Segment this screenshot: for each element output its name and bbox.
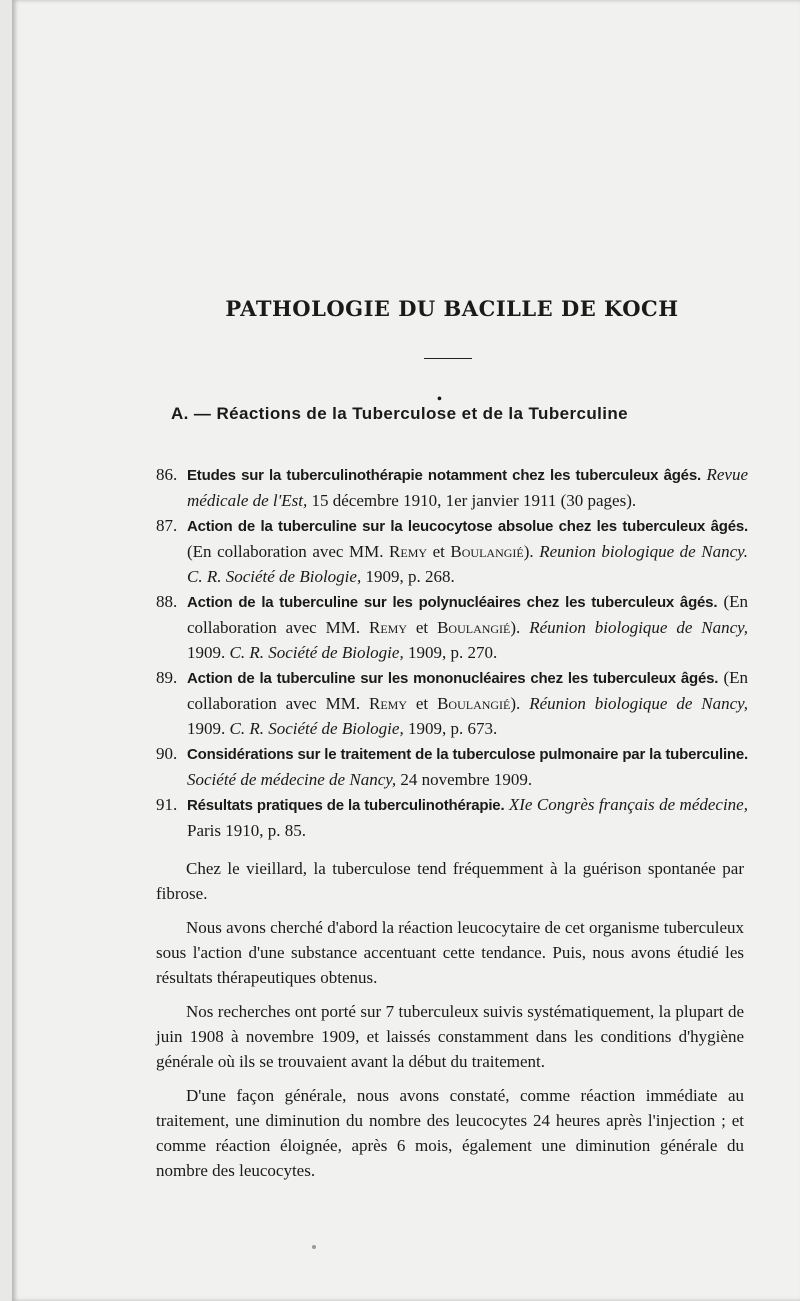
entry-source: Réunion biologique de Nancy,: [529, 618, 749, 637]
page-title: PATHOLOGIE DU BACILLE DE KOCH: [225, 296, 679, 321]
publication-list: [156, 462, 748, 843]
entry-details: 1909, p. 270.: [407, 643, 498, 662]
section-bullet: •: [437, 392, 442, 407]
entry-number: 91.: [156, 795, 178, 814]
entry-number: 87.: [156, 516, 178, 535]
list-item: [156, 741, 748, 792]
entry-collab: (En collaboration avec MM. Remy et Boulangié).: [187, 542, 534, 561]
document-page: [12, 0, 800, 1301]
entry-title: Etudes sur la tuberculinothérapie notamment chez les tuberculeux âgés.: [187, 467, 701, 484]
entry-details: 1909, p. 268.: [365, 567, 455, 586]
list-item: [156, 462, 748, 513]
entry-collab: (En collaboration avec MM. Remy et Boulangié).: [187, 668, 748, 713]
entry-source: Réunion biologique de Nancy,: [529, 694, 749, 713]
list-item: [156, 589, 748, 665]
entry-source-2: C. R. Société de Biologie,: [229, 719, 404, 738]
entry-details: 1909, p. 673.: [407, 719, 498, 738]
entry-number: 89.: [156, 668, 178, 687]
paragraph: D'une façon générale, nous avons constaté, comme réaction immédiate au traitement, une diminution du nombre des leucocytes 24 heures après l'injection ; et comme réaction éloignée, après 6 mois, également une diminution générale du nombre des leucocytes.: [156, 1086, 744, 1180]
paragraph: Nous avons cherché d'abord la réaction leucocytaire de cet organisme tuberculeux sous l'action d'une substance accentuant cette tendance. Puis, nous avons étudié les résultats thérapeutiques obtenus.: [156, 918, 744, 987]
paper-speck: [312, 1245, 316, 1249]
list-item: [156, 792, 748, 843]
section-heading: A. — Réactions de la Tuberculose et de la Tuberculine: [171, 404, 629, 423]
entry-title: Résultats pratiques de la tuberculinothérapie.: [187, 797, 505, 814]
entry-source: XIe Congrès français de médecine,: [508, 795, 748, 814]
entry-number: 90.: [156, 744, 178, 763]
entry-details-mid: 1909.: [187, 643, 226, 662]
entry-details: 24 novembre 1909.: [400, 770, 533, 789]
entry-title: Action de la tuberculine sur la leucocytose absolue chez les tuberculeux âgés.: [187, 518, 748, 535]
entry-title: Action de la tuberculine sur les mononucléaires chez les tuberculeux âgés.: [187, 670, 719, 687]
entry-source: Reunion biologique de Nancy. C. R. Société de Biologie,: [187, 542, 749, 586]
title-divider: [424, 358, 472, 359]
entry-source: Revue médicale de l'Est,: [187, 465, 749, 510]
entry-number: 86.: [156, 465, 178, 484]
entry-source-2: C. R. Société de Biologie,: [229, 643, 404, 662]
paragraph: Nos recherches ont porté sur 7 tuberculeux suivis systématiquement, la plupart de juin 1908 à novembre 1909, et laissés constamment dans les conditions d'hygiène générale où ils se trouvaient avant la début du traitement.: [156, 1002, 744, 1071]
entry-title: Action de la tuberculine sur les polynucléaires chez les tuberculeux âgés.: [187, 594, 718, 611]
body-text: [156, 856, 744, 1192]
list-item: [156, 513, 748, 589]
entry-number: 88.: [156, 592, 178, 611]
entry-collab: (En collaboration avec MM. Remy et Boulangié).: [187, 592, 749, 637]
entry-title: Considérations sur le traitement de la tuberculose pulmonaire par la tuberculine.: [187, 746, 748, 763]
list-item: [156, 665, 748, 741]
entry-details: 15 décembre 1910, 1er janvier 1911 (30 pages).: [311, 491, 637, 510]
paragraph: Chez le vieillard, la tuberculose tend fréquemment à la guérison spontanée par fibrose.: [156, 859, 744, 903]
entry-source: Société de médecine de Nancy,: [187, 770, 397, 789]
entry-details-mid: 1909.: [187, 719, 226, 738]
entry-details: Paris 1910, p. 85.: [187, 821, 306, 840]
